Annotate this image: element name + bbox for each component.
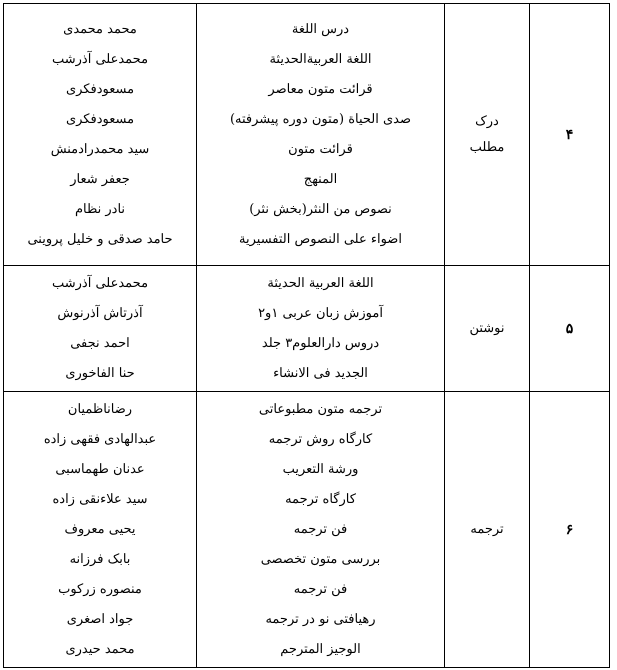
- book-title: اللغة العربیة الحدیثة: [267, 275, 374, 291]
- author-name: محمد حیدری: [65, 641, 135, 657]
- book-title: دروس دارالعلوم۳ جلد: [261, 335, 380, 351]
- book-title: اللغة العربیةالحدیثة: [269, 51, 372, 67]
- book-title: کارگاه روش ترجمه: [268, 431, 373, 447]
- book-title: فن ترجمه: [293, 521, 348, 537]
- books-cell: [197, 392, 445, 668]
- author-name: سید محمدرادمنش: [50, 141, 150, 157]
- book-title: آموزش زبان عربی ۱و۲: [258, 305, 383, 321]
- author-name: محمدعلی آذرشب: [51, 275, 149, 291]
- skill-cell: [445, 392, 530, 668]
- course-table: [3, 3, 610, 668]
- author-name: جواد اصغری: [66, 611, 134, 627]
- skill-label: ترجمه: [470, 521, 504, 537]
- author-name: احمد نجفی: [70, 335, 130, 351]
- author-name: رضاناظمیان: [67, 401, 133, 417]
- author-name: آذرتاش آذرنوش: [57, 305, 143, 321]
- books-cell: [197, 266, 445, 392]
- book-title: فن ترجمه: [293, 581, 348, 597]
- table-row: [4, 266, 610, 392]
- table-row: [4, 4, 610, 266]
- book-title: صدی الحیاة (متون دوره پیشرفته): [229, 111, 412, 127]
- skill-label: نوشتن: [469, 320, 505, 336]
- authors-cell: [4, 266, 197, 392]
- author-name: حامد صدقی و خلیل پروینی: [27, 231, 173, 247]
- skill-cell: [445, 4, 530, 266]
- row-number: ۵: [530, 266, 610, 392]
- author-name: بابک فرزانه: [69, 551, 131, 567]
- row-number: ۶: [530, 392, 610, 668]
- author-name: جعفر شعار: [70, 171, 130, 187]
- book-title: المنهج: [303, 171, 338, 187]
- author-name: منصوره زرکوب: [58, 581, 142, 597]
- book-title: اضواء علی النصوص التفسیریة: [239, 231, 402, 247]
- skill-label: مطلب: [469, 139, 505, 155]
- book-title: قرائت متون: [288, 141, 353, 157]
- author-name: یحیی معروف: [64, 521, 136, 537]
- skill-label: درک: [475, 113, 499, 129]
- author-name: مسعودفکری: [65, 81, 135, 97]
- authors-cell: [4, 392, 197, 668]
- book-title: ترجمه متون مطبوعاتی: [258, 401, 383, 417]
- authors-cell: [4, 4, 197, 266]
- author-name: نادر نظام: [74, 201, 126, 217]
- author-name: مسعودفکری: [65, 111, 135, 127]
- author-name: حنا الفاخوری: [65, 365, 135, 381]
- book-title: الجدید فی الانشاء: [273, 365, 368, 381]
- book-title: الوجیز المترجم: [280, 641, 361, 657]
- book-title: ورشة التعریب: [282, 461, 359, 477]
- page: [3, 3, 614, 667]
- book-title: کارگاه ترجمه: [285, 491, 356, 507]
- author-name: محمدعلی آذرشب: [51, 51, 149, 67]
- book-title: بررسی متون تخصصی: [260, 551, 381, 567]
- book-title: درس اللغة: [291, 21, 350, 37]
- table-row: [4, 392, 610, 668]
- author-name: عدنان طهماسبی: [55, 461, 145, 477]
- author-name: محمد محمدی: [63, 21, 137, 37]
- books-cell: [197, 4, 445, 266]
- book-title: قرائت متون معاصر: [268, 81, 373, 97]
- book-title: رهیافتی نو در ترجمه: [265, 611, 376, 627]
- book-title: نصوص من النثر(بخش نثر): [249, 201, 392, 217]
- author-name: سید علاءنقی زاده: [52, 491, 148, 507]
- author-name: عبدالهادی فقهی زاده: [43, 431, 157, 447]
- row-number: ۴: [530, 4, 610, 266]
- skill-cell: [445, 266, 530, 392]
